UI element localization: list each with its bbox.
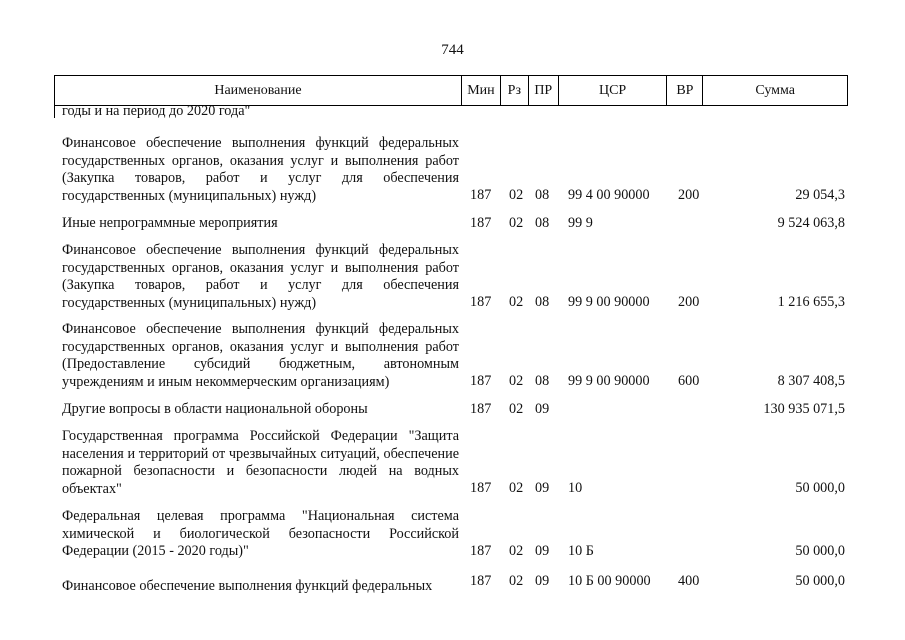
row-rz: 02	[509, 373, 524, 389]
row-csr: 99 9 00 90000	[568, 373, 650, 389]
row-rz: 02	[509, 401, 524, 417]
row-name: Государственная программа Российской Федерации "Защита населения и территорий от чрезвычайных ситуаций, обеспечение пожарной безопасности и безопасности людей на водных объектах"	[62, 428, 459, 497]
row-min: 187	[470, 543, 492, 559]
header-min: Мин	[461, 76, 500, 105]
row-name: Финансовое обеспечение выполнения функций федеральных государственных органов, оказания услуг и выполнения работ (Предоставление субсидий бюджетным, автономным учреждениям и иным некоммерческим организациям)	[62, 321, 459, 390]
header-pr: ПР	[528, 76, 558, 105]
row-csr: 10 Б	[568, 543, 594, 559]
table-left-border	[54, 105, 55, 118]
row-sum: 50 000,0	[795, 573, 845, 589]
row-sum: 50 000,0	[795, 543, 845, 559]
row-min: 187	[470, 401, 492, 417]
row-pr: 09	[535, 480, 550, 496]
row-pr: 08	[535, 187, 550, 203]
row-name: Иные непрограммные мероприятия	[62, 215, 278, 231]
row-vr: 400	[678, 573, 700, 589]
row-pr: 08	[535, 215, 550, 231]
row-csr: 10	[568, 480, 583, 496]
row-min: 187	[470, 215, 492, 231]
row-pr: 08	[535, 373, 550, 389]
row-vr: 200	[678, 187, 700, 203]
row-name: Финансовое обеспечение выполнения функций федеральных государственных органов, оказания услуг и выполнения работ (Закупка товаров, работ и услуг для обеспечения государственных (муниципальных) нужд)	[62, 135, 459, 204]
row-rz: 02	[509, 187, 524, 203]
header-csr: ЦСР	[558, 76, 667, 105]
row-csr: 99 4 00 90000	[568, 187, 650, 203]
row-rz: 02	[509, 480, 524, 496]
row-min: 187	[470, 294, 492, 310]
row-pr: 09	[535, 573, 550, 589]
row-name: Финансовое обеспечение выполнения функций федеральных	[62, 578, 433, 594]
row-name: Финансовое обеспечение выполнения функций федеральных государственных органов, оказания услуг и выполнения работ (Закупка товаров, работ и услуг для обеспечения государственных (муниципальных) нужд)	[62, 242, 459, 311]
row-csr: 99 9 00 90000	[568, 294, 650, 310]
page-number: 744	[441, 42, 464, 58]
row-pr: 08	[535, 294, 550, 310]
row-rz: 02	[509, 215, 524, 231]
row-sum: 1 216 655,3	[777, 294, 845, 310]
row-sum: 29 054,3	[795, 187, 845, 203]
row-min: 187	[470, 573, 492, 589]
continuation-text: годы и на период до 2020 года"	[62, 103, 251, 119]
row-min: 187	[470, 187, 492, 203]
row-rz: 02	[509, 573, 524, 589]
row-min: 187	[470, 373, 492, 389]
header-rz: Рз	[500, 76, 528, 105]
row-sum: 130 935 071,5	[763, 401, 845, 417]
row-rz: 02	[509, 294, 524, 310]
row-csr: 99 9	[568, 215, 593, 231]
row-name: Другие вопросы в области национальной обороны	[62, 401, 368, 417]
row-sum: 50 000,0	[795, 480, 845, 496]
row-vr: 200	[678, 294, 700, 310]
row-sum: 9 524 063,8	[777, 215, 845, 231]
row-pr: 09	[535, 543, 550, 559]
header-sum: Сумма	[702, 76, 847, 105]
row-rz: 02	[509, 543, 524, 559]
header-name: Наименование	[214, 82, 302, 98]
row-sum: 8 307 408,5	[777, 373, 845, 389]
row-vr: 600	[678, 373, 700, 389]
row-name: Федеральная целевая программа "Национальная система химической и биологической безопасности Российской Федерации (2015 - 2020 годы)"	[62, 508, 459, 560]
table-header	[54, 75, 848, 106]
row-min: 187	[470, 480, 492, 496]
header-vr: ВР	[666, 76, 702, 105]
row-csr: 10 Б 00 90000	[568, 573, 651, 589]
row-pr: 09	[535, 401, 550, 417]
